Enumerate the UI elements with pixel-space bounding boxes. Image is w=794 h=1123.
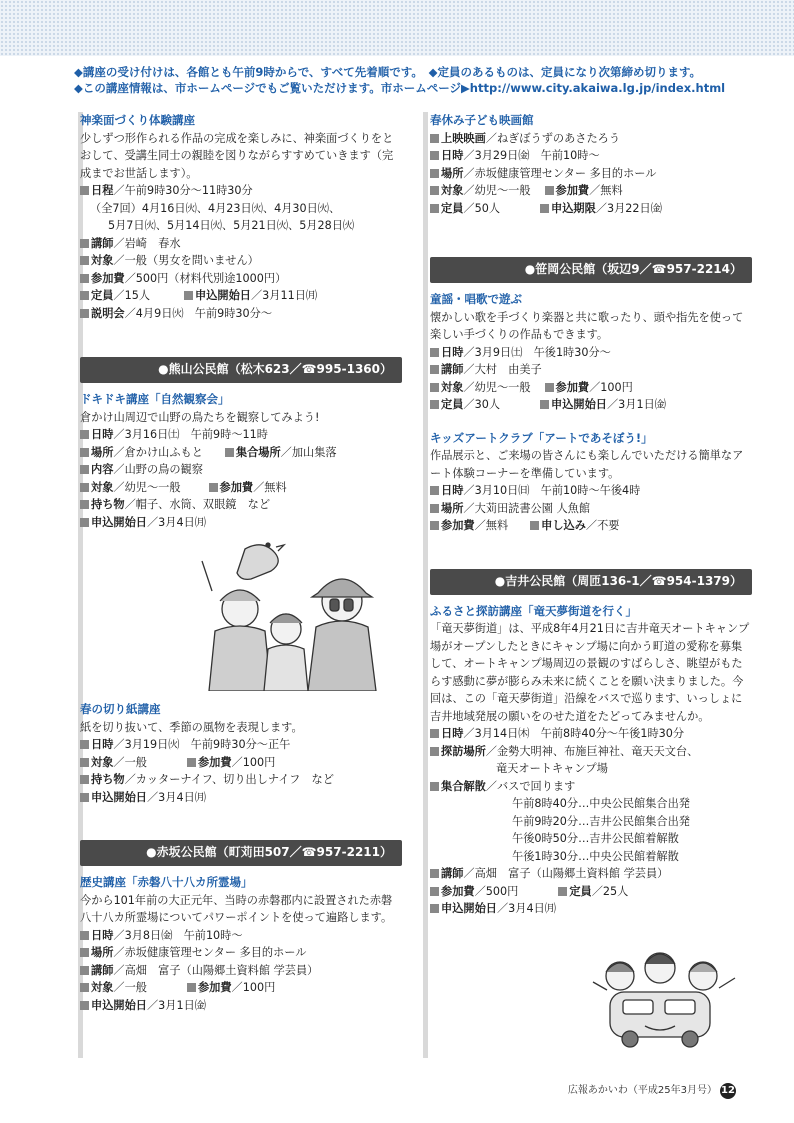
capacity-label: 定員 <box>569 884 592 898</box>
date-value: ／3月8日㈮ 午前10時～ <box>113 928 243 942</box>
douyo-section <box>430 291 752 414</box>
meet-value: ／加山集落 <box>280 445 337 459</box>
deadline-value: ／3月22日㈮ <box>595 201 662 215</box>
fee-value: ／100円 <box>231 755 276 769</box>
schedule-value: ／午前9時30分～11時30分 <box>113 184 253 197</box>
place-value: ／大苅田読書公園 人魚館 <box>463 501 591 515</box>
fee-value: ／無料 <box>589 184 623 197</box>
dokidoki-section <box>80 391 402 531</box>
publication-name: 広報あかいわ（平成25年3月号） <box>567 1085 717 1096</box>
section-description: 紙を切り抜いて、季節の風物を表現します。 <box>80 720 303 734</box>
spots-value: ／金勢大明神、布施巨神社、竜天天文台、 <box>485 744 699 758</box>
lecturer-value: ／高畑 富子（山陽郷土資料館 学芸員） <box>463 867 669 880</box>
lecturer-value: ／大村 由美子 <box>463 363 542 376</box>
fee-label: 参加費 <box>555 380 590 394</box>
furusato-section <box>430 603 752 918</box>
kids-section <box>430 430 752 535</box>
meet-label: 集合解散 <box>441 779 486 793</box>
section-description: 今から101年前の大正元年、当時の赤磐郡内に設置された赤磐八十八カ所霊場についてパワーポイントを使って遍路します。 <box>80 893 393 924</box>
content-label: 内容 <box>91 463 114 476</box>
dates-line-1: （全7回）4月16日㈫、4月23日㈫、4月30日㈫、 <box>90 201 341 215</box>
target-value: ／一般 <box>113 755 147 769</box>
fee-label: 参加費 <box>441 884 475 898</box>
lecturer-value: ／岩崎 春水 <box>113 236 181 250</box>
date-label: 日時 <box>91 928 114 942</box>
kumayama-band: ●熊山公民館（松木623／☎995-1360） <box>80 357 402 383</box>
time-line: 午後1時30分…中央公民館着解散 <box>512 849 679 863</box>
capacity-label: 定員 <box>441 398 464 411</box>
target-value: ／幼児～一般 <box>463 380 531 394</box>
section-description: 作品展示と、ご来場の皆さんにも楽しんでいただける簡単なアート体験コーナーを準備しています。 <box>430 449 744 480</box>
start-label: 申込開始日 <box>91 515 147 529</box>
section-title: 歴史講座「赤磐八十八カ所霊場」 <box>80 875 253 889</box>
fee-label: 参加費 <box>441 519 475 532</box>
section-description: 少しずつ形作られる作品の完成を楽しみに、神楽面づくりをとおして、受講生同士の親睦を図りながらすすめていきます（完成までお世話します）。 <box>80 131 394 180</box>
start-value: ／3月4日㈪ <box>496 902 556 915</box>
content-value: ／山野の鳥の観察 <box>113 463 203 476</box>
notice-line-2: ◆この講座情報は、市ホームページでもご覧いただけます。市ホームページ▶http://www.city.akaiwa.lg.jp/index.html <box>74 81 726 95</box>
date-value: ／3月14日㈭ 午前8時40分～午後1時30分 <box>463 727 685 740</box>
target-label: 対象 <box>441 380 464 394</box>
movie-label: 上映映画 <box>441 131 486 145</box>
target-value: ／一般 <box>113 981 147 994</box>
sasaoka-band: ●笹岡公民館（坂辺9／☎957-2214） <box>430 257 752 283</box>
lecturer-label: 講師 <box>441 363 464 376</box>
fee-value: ／無料 <box>474 519 509 532</box>
capacity-label: 定員 <box>441 201 464 215</box>
section-title: 春休み子ども映画館 <box>430 113 534 127</box>
fee-value: ／100円 <box>231 981 276 994</box>
place-value: ／赤坂健康管理センター 多目的ホール <box>463 166 657 180</box>
target-label: 対象 <box>441 184 464 197</box>
target-value: ／幼児～一般 <box>113 480 181 494</box>
bring-value: ／帽子、水筒、双眼鏡 など <box>124 498 271 511</box>
start-label: 申込開始日 <box>195 289 251 302</box>
lecturer-label: 講師 <box>91 963 114 977</box>
target-label: 対象 <box>91 480 114 494</box>
spots-label: 探訪場所 <box>441 744 486 758</box>
start-value: ／3月1日㈮ <box>146 998 206 1012</box>
fee-label: 参加費 <box>91 271 125 285</box>
section-title: 春の切り紙講座 <box>80 702 161 716</box>
meet-label: 集合場所 <box>235 445 281 459</box>
time-line: 午前9時20分…吉井公民館集合出発 <box>512 814 690 828</box>
date-value: ／3月29日㈮ 午前10時～ <box>463 149 600 162</box>
section-title: ドキドキ講座「自然観察会」 <box>80 392 230 406</box>
place-value: ／赤坂健康管理センター 多目的ホール <box>113 946 307 959</box>
bring-label: 持ち物 <box>91 773 125 786</box>
page-footer <box>568 1081 736 1099</box>
target-label: 対象 <box>91 755 114 769</box>
movie-value: ／ねぎぼうずのあさたろう <box>485 131 621 145</box>
spots-value-2: 竜天オートキャンプ場 <box>496 762 608 775</box>
section-description: 懐かしい歌を手づくり楽器と共に歌ったり、頭や指先を使って楽しい手づくりの作品もできます。 <box>430 310 744 341</box>
place-label: 場所 <box>91 445 114 459</box>
place-value: ／倉かけ山ふもと <box>113 445 203 459</box>
apply-label: 申し込み <box>541 519 586 532</box>
bus-kids-illustration <box>585 942 745 1050</box>
start-value: ／3月4日㈪ <box>146 790 206 804</box>
akasaka-band: ●赤坂公民館（町苅田507／☎957-2211） <box>80 840 402 866</box>
section-title: キッズアートクラブ「アートであそぼう!」 <box>430 430 653 445</box>
fee-label: 参加費 <box>197 981 232 994</box>
page-number: 12 <box>720 1083 736 1099</box>
date-value: ／3月9日㈯ 午後1時30分～ <box>463 345 611 359</box>
bring-label: 持ち物 <box>91 498 125 511</box>
date-label: 日時 <box>441 149 464 162</box>
right-column-rule <box>423 112 428 1058</box>
section-description: 「竜天夢街道」は、平成8年4月21日に吉井竜天オートキャンプ場がオープンしたときにキャンプ場に向かう町道の愛称を募集して、オートキャンプ場周辺の景観のすばらしさ、眺望がもたらす感動に夢が膨らみ未来に続くことを願い決まりました。今回は、この「竜天夢街道」沿線をバスで巡ります、いっしょに吉井地域発展の願いをのせた道をたどってみませんか。 <box>430 622 750 723</box>
capacity-value: ／30人 <box>463 398 501 411</box>
capacity-value: ／50人 <box>463 201 501 215</box>
date-value: ／3月10日㈰ 午前10時～午後4時 <box>463 484 641 497</box>
kagura-section <box>80 112 402 322</box>
meet-value: ／バスで回ります <box>485 779 576 793</box>
date-label: 日時 <box>91 738 114 751</box>
lecturer-value: ／高畑 富子（山陽郷土資料館 学芸員） <box>113 963 319 977</box>
section-description: 倉かけ山周辺で山野の鳥たちを観察してみよう! <box>80 410 320 424</box>
start-label: 申込開始日 <box>441 902 497 915</box>
date-label: 日時 <box>441 345 464 359</box>
briefing-label: 説明会 <box>91 306 125 320</box>
start-value: ／3月4日㈪ <box>146 515 206 529</box>
rekishi-section <box>80 874 402 1014</box>
right-column <box>430 112 752 918</box>
time-line: 午前8時40分…中央公民館集合出発 <box>512 797 690 810</box>
fee-label: 参加費 <box>197 755 232 769</box>
fee-value: ／無料 <box>253 480 287 494</box>
target-value: ／一般（男女を問いません） <box>113 254 259 267</box>
start-value: ／3月11日㈪ <box>250 289 318 302</box>
place-label: 場所 <box>91 946 114 959</box>
section-title: ふるさと探訪講座「竜天夢街道を行く」 <box>430 603 637 618</box>
dates-line-2: 5月7日㈫、5月14日㈫、5月21日㈫、5月28日㈫ <box>108 219 355 232</box>
eiga-section <box>430 112 752 217</box>
fee-value: ／500円（材料代別途1000円） <box>124 271 287 285</box>
start-label: 申込開始日 <box>91 790 147 804</box>
bring-value: ／カッターナイフ、切り出しナイフ など <box>124 773 334 786</box>
place-label: 場所 <box>441 166 464 180</box>
start-value: ／3月1日㈮ <box>606 398 666 411</box>
schedule-label: 日程 <box>91 184 114 197</box>
notice-line-1: ◆講座の受け付けは、各館とも午前9時からで、すべて先着順です。 ◆定員のあるものは、定員になり次第締め切ります。 <box>74 65 702 79</box>
date-value: ／3月19日㈫ 午前9時30分～正午 <box>113 738 291 751</box>
kirie-section <box>80 701 402 806</box>
place-label: 場所 <box>441 501 464 515</box>
target-label: 対象 <box>91 254 114 267</box>
start-label: 申込開始日 <box>551 398 607 411</box>
date-value: ／3月16日㈯ 午前9時～11時 <box>113 428 268 441</box>
date-label: 日時 <box>441 484 464 497</box>
lecturer-label: 講師 <box>91 236 114 250</box>
briefing-value: ／4月9日㈫ 午前9時30分～ <box>124 306 273 320</box>
target-value: ／幼児～一般 <box>463 184 531 197</box>
fee-label: 参加費 <box>555 184 590 197</box>
section-title: 童謡・唱歌で遊ぶ <box>430 292 522 306</box>
section-title: 神楽面づくり体験講座 <box>80 113 195 127</box>
capacity-label: 定員 <box>91 289 114 302</box>
date-label: 日時 <box>441 727 464 740</box>
fee-label: 参加費 <box>219 480 254 494</box>
start-label: 申込開始日 <box>91 998 147 1012</box>
capacity-value: ／25人 <box>591 884 629 898</box>
fee-value: ／500円 <box>474 884 519 898</box>
birdwatching-illustration <box>80 531 402 691</box>
target-label: 対象 <box>91 981 114 994</box>
date-label: 日時 <box>91 428 114 441</box>
yoshii-band: ●吉井公民館（周匝136-1／☎954-1379） <box>430 569 752 595</box>
time-line: 午後0時50分…吉井公民館着解散 <box>512 832 679 845</box>
fee-value: ／100円 <box>589 380 633 394</box>
deadline-label: 申込期限 <box>551 201 596 215</box>
left-column <box>80 112 402 1014</box>
apply-value: ／不要 <box>585 519 620 532</box>
capacity-value: ／15人 <box>113 289 151 302</box>
lecturer-label: 講師 <box>441 867 464 880</box>
header-dot-band <box>0 0 794 56</box>
